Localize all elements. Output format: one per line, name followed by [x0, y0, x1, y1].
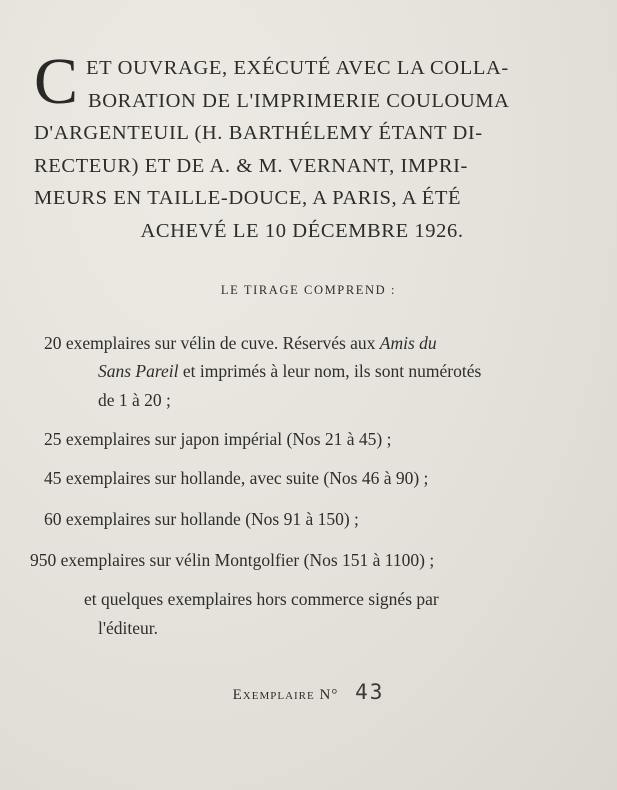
entry-italic: Sans Pareil [98, 361, 179, 381]
list-item: et quelques exemplaires hors commerce signés par [84, 589, 439, 609]
list-item-continuation: l'éditeur. [98, 618, 159, 638]
colophon-line: ET OUVRAGE, EXÉCUTÉ AVEC LA COLLA- [86, 57, 509, 79]
list-item-continuation [98, 361, 574, 382]
list-item [44, 333, 574, 354]
list-item: 60 exemplaires sur hollande (Nos 91 à 150) ; [44, 509, 359, 529]
colophon-text [34, 45, 570, 247]
entry-text: et imprimés à leur nom, ils sont numérotés [182, 361, 482, 381]
drop-cap: C [34, 45, 79, 118]
list-item-continuation: de 1 à 20 ; [98, 390, 171, 410]
list-item: 25 exemplaires sur japon impérial (Nos 21 à 45) ; [44, 429, 392, 449]
entry-italic: Amis du [379, 333, 437, 353]
colophon-line: MEURS EN TAILLE-DOUCE, A PARIS, A ÉTÉ [34, 187, 462, 209]
colophon-line: RECTEUR) ET DE A. & M. VERNANT, IMPRI- [34, 154, 468, 177]
list-item: 45 exemplaires sur hollande, avec suite (Nos 46 à 90) ; [44, 468, 429, 488]
exemplaire-label: Exemplaire N° [232, 687, 339, 703]
tirage-heading: LE TIRAGE COMPREND : [220, 283, 397, 297]
colophon-line: BORATION DE L'IMPRIMERIE COULOUMA [88, 89, 510, 112]
list-item: 950 exemplaires sur vélin Montgolfier (Nos 151 à 1100) ; [30, 550, 435, 570]
colophon-line: D'ARGENTEUIL (H. BARTHÉLEMY ÉTANT DI- [34, 122, 483, 144]
exemplaire-number: 43 [355, 680, 385, 704]
entry-text: 20 exemplaires sur vélin de cuve. Réservés aux [44, 333, 376, 353]
exemplaire-line [0, 680, 617, 704]
colophon-line: ACHEVÉ LE 10 DÉCEMBRE 1926. [140, 219, 464, 242]
